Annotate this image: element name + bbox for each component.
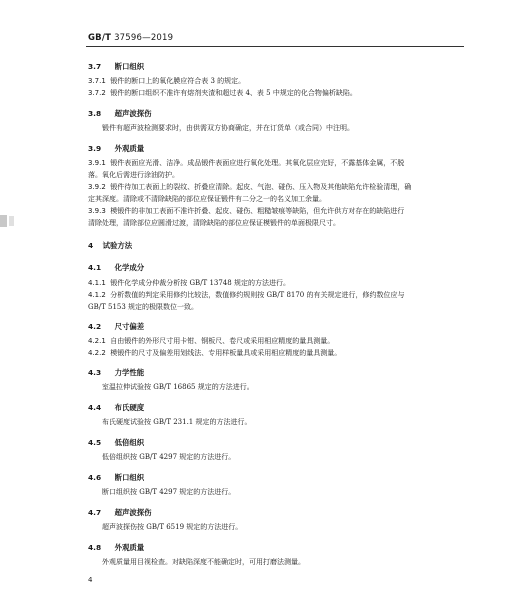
section-heading: 4.7 超声波探伤 [88,508,152,517]
paragraph: 锻件有超声波检测要求时，由供需双方协商确定，并在订货单（或合同）中注明。 [102,124,354,132]
section-heading: 3.9 外观质量 [88,144,145,153]
page-edge-tab [0,215,7,227]
section-heading: 3.7 断口组织 [88,62,145,71]
paragraph: 断口组织按 GB/T 4297 规定的方法进行。 [102,488,236,496]
clause: 3.9.3 模锻件的非加工表面不准许折叠、起皮、碰伤、粗糙皱痕等缺陷，但允许供方对存在的缺陷进行 [88,207,405,215]
clause-continuation: 定其深度。清除或不清除缺陷的部位应保证锻件有二分之一的名义加工余量。 [88,195,326,203]
standard-code: GB/T [88,33,112,43]
standard-number: 37596—2019 [114,33,174,43]
page-number: 4 [88,576,93,584]
clause: 3.9.1 锻件表面应光滑、洁净。成品锻件表面应进行氧化处理。其氧化层应完好，不露基体金属，不脱 [88,159,405,167]
clause: 3.7.2 锻件的断口组织不准许有熔剂夹渣和超过表 4、表 5 中规定的化合物偏析缺陷。 [88,89,357,97]
chapter-heading: 4 试验方法 [88,241,133,250]
section-heading: 4.2 尺寸偏差 [88,322,145,331]
paragraph: 室温拉伸试验按 GB/T 16865 规定的方法进行。 [102,383,254,391]
clause: 4.2.1 自由锻件的外形尺寸用卡钳、钢板尺、卷尺或采用相应精度的量具测量。 [88,337,335,345]
clause: 4.1.2 分析数值的判定采用修约比较法，数值修约规则按 GB/T 8170 的有关规定进行，修约数位应与 [88,291,405,299]
section-heading: 3.8 超声波探伤 [88,109,152,118]
clause: 3.9.2 锻件待加工表面上的裂纹、折叠应清除。起皮、气泡、碰伤、压入物及其他缺陷允许检验清理，确 [88,183,412,191]
section-heading: 4.3 力学性能 [88,368,145,377]
page-edge-tab-shadow [9,216,14,226]
section-heading: 4.4 布氏硬度 [88,403,145,412]
header-rule [86,46,464,47]
clause-continuation: GB/T 5153 规定的极限数位一致。 [88,303,199,311]
section-heading: 4.5 低倍组织 [88,438,145,447]
clause: 3.7.1 锻件的断口上的氧化膜应符合表 3 的规定。 [88,77,246,85]
paragraph: 布氏硬度试验按 GB/T 231.1 规定的方法进行。 [102,418,252,426]
paragraph: 低倍组织按 GB/T 4297 规定的方法进行。 [102,453,236,461]
section-heading: 4.6 断口组织 [88,473,145,482]
standard-header [88,33,173,43]
section-heading: 4.8 外观质量 [88,543,145,552]
clause-continuation: 清除处理，清除部位应圆滑过渡，清除缺陷的部位应保证模锻件的单面极限尺寸。 [88,219,340,227]
paragraph: 外观质量用目视检查。对缺陷深度不能确定时，可用打磨法测量。 [102,558,305,566]
section-heading: 4.1 化学成分 [88,263,145,272]
clause: 4.2.2 模锻件的尺寸及偏差用划线法、专用样板量具或采用相应精度的量具测量。 [88,349,342,357]
clause: 4.1.1 锻件化学成分仲裁分析按 GB/T 13748 规定的方法进行。 [88,279,290,287]
paragraph: 超声波探伤按 GB/T 6519 规定的方法进行。 [102,523,243,531]
clause-continuation: 落。氧化后需进行涂油防护。 [88,171,179,179]
